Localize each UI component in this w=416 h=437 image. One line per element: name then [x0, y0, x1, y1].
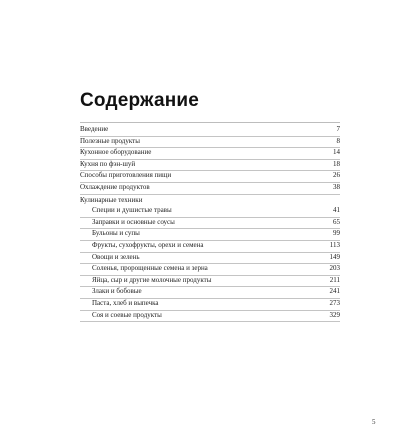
toc-subentry-page: 273: [329, 298, 340, 307]
toc-entry-page: 18: [333, 159, 340, 168]
toc-entry-label: Способы приготовления пищи: [80, 171, 172, 180]
toc-entry-label: Введение: [80, 125, 109, 133]
toc-entry-page: 8: [336, 136, 340, 145]
toc-entry-label: Кулинарные техники: [80, 195, 143, 204]
toc-subentry-page: 241: [329, 287, 340, 296]
toc-subentry: [80, 311, 340, 323]
toc-subentry-page: 149: [329, 252, 340, 261]
toc-subentry-label: Яйца, сыр и другие молочные продукты: [92, 275, 212, 284]
toc-subentry-label: Овощи и зелень: [92, 252, 140, 261]
toc-entry-label: Полезные продукты: [80, 136, 140, 145]
toc-entry-page: 7: [336, 125, 340, 133]
toc-subentry-label: Соя и соевые продукты: [92, 310, 162, 319]
toc-subentry-label: Специи и душистые травы: [92, 206, 172, 215]
toc-entry-label: Кухонное оборудование: [80, 148, 152, 157]
page-number: 5: [372, 418, 376, 426]
toc-subentry-page: 329: [329, 310, 340, 319]
toc-subentry-label: Фрукты, сухофрукты, орехи и семена: [92, 240, 204, 249]
toc-subentry-page: 113: [329, 240, 340, 249]
toc-subentry-label: Заправки и основные соусы: [92, 217, 175, 226]
page-title: Содержание: [80, 90, 200, 111]
toc-entry-label: Кухня по фэн-шуй: [80, 159, 136, 168]
table-of-contents: [80, 122, 340, 322]
toc-entry-page: 26: [333, 171, 340, 180]
toc-entry-label: Охлаждение продуктов: [80, 182, 150, 191]
toc-subentry-label: Соленья, пророщенные семена и зерна: [92, 264, 208, 273]
toc-subentry-page: 99: [333, 229, 340, 238]
toc-subentry-page: 65: [333, 217, 340, 226]
toc-subentry-page: 41: [333, 206, 340, 215]
toc-subentry-label: Паста, хлеб и выпечка: [92, 298, 159, 307]
toc-subentry-page: 203: [329, 264, 340, 273]
toc-subentry-label: Злаки и бобовые: [92, 287, 142, 296]
toc-top-rule: [80, 122, 340, 123]
toc-subentry-label: Бульоны и супы: [92, 229, 140, 238]
toc-entry-page: 14: [333, 148, 340, 157]
toc-subentry-page: 211: [329, 275, 340, 284]
toc-entry: [80, 183, 340, 195]
toc-entry-page: 38: [333, 182, 340, 191]
